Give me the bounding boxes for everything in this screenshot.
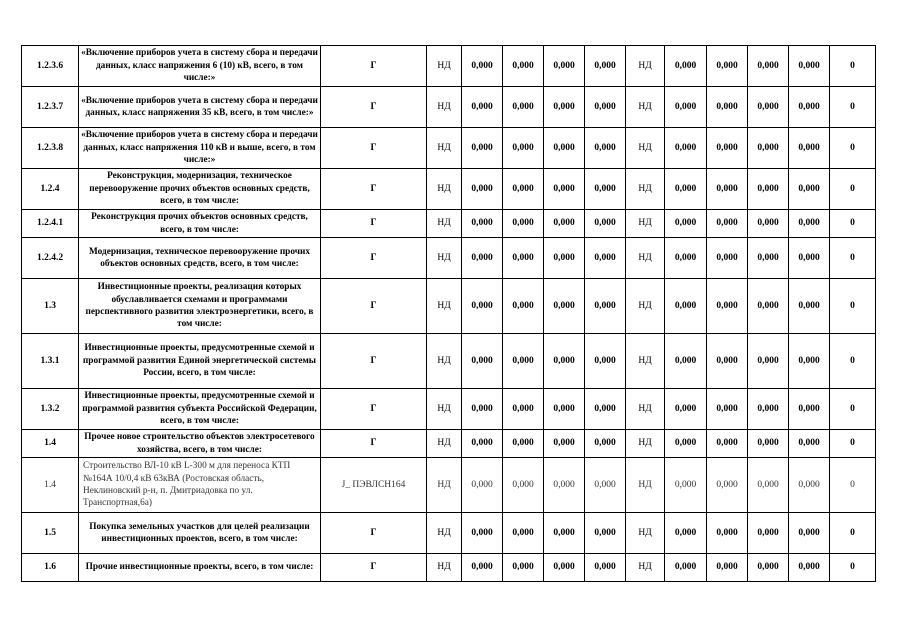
row-value: НД: [626, 334, 665, 389]
row-value: 0: [830, 238, 876, 279]
row-value: НД: [626, 554, 665, 582]
row-value: 0,000: [585, 238, 626, 279]
row-id: Г: [321, 128, 427, 169]
row-value: 0,000: [789, 128, 830, 169]
row-code: 1.2.4.2: [22, 238, 79, 279]
row-value: 0,000: [748, 210, 789, 238]
row-id: Г: [321, 279, 427, 334]
row-value: 0,000: [707, 46, 748, 87]
row-value: 0,000: [585, 513, 626, 554]
row-value: 0,000: [544, 513, 585, 554]
row-code: 1.2.3.7: [22, 87, 79, 128]
row-value: 0,000: [789, 554, 830, 582]
row-value: 0,000: [462, 238, 503, 279]
row-value: НД: [427, 513, 462, 554]
row-id: Г: [321, 513, 427, 554]
row-name: Строительство ВЛ-10 кВ L-300 м для переноса КТП №164А 10/0,4 кВ 63кВА (Ростовская область, Неклиновский р-н, п. Дмитриадовка по ул. Транспортная,6а): [79, 458, 321, 513]
row-value: 0,000: [789, 430, 830, 458]
row-value: 0,000: [707, 279, 748, 334]
row-name: «Включение приборов учета в систему сбора и передачи данных, класс напряжения 35 кВ, всего, в том числе:»: [79, 87, 321, 128]
row-value: НД: [626, 238, 665, 279]
row-value: 0,000: [789, 513, 830, 554]
row-name: Инвестиционные проекты, реализация которых обуславливается схемами и программами перспективного развития электроэнергетики, всего, в том числе:: [79, 279, 321, 334]
row-value: 0,000: [585, 430, 626, 458]
row-value: НД: [427, 279, 462, 334]
row-value: 0,000: [544, 554, 585, 582]
row-value: 0,000: [665, 87, 707, 128]
table-row: [22, 238, 876, 279]
row-value: 0: [830, 210, 876, 238]
row-id: Г: [321, 46, 427, 87]
row-value: 0: [830, 554, 876, 582]
row-value: 0,000: [544, 238, 585, 279]
row-value: 0: [830, 46, 876, 87]
row-value: 0,000: [544, 169, 585, 210]
row-name: «Включение приборов учета в систему сбора и передачи данных, класс напряжения 110 кВ и выше, всего, в том числе:»: [79, 128, 321, 169]
row-value: 0,000: [544, 46, 585, 87]
row-value: НД: [427, 554, 462, 582]
row-value: 0,000: [789, 46, 830, 87]
row-name: Прочее новое строительство объектов электросетевого хозяйства, всего, в том числе:: [79, 430, 321, 458]
table-row: [22, 279, 876, 334]
row-value: НД: [427, 169, 462, 210]
row-id: Г: [321, 238, 427, 279]
row-value: 0,000: [665, 128, 707, 169]
table-row: [22, 210, 876, 238]
row-value: 0,000: [544, 458, 585, 513]
row-value: 0,000: [789, 334, 830, 389]
row-id: Г: [321, 169, 427, 210]
row-value: 0,000: [503, 430, 544, 458]
row-value: 0,000: [789, 279, 830, 334]
row-value: 0: [830, 334, 876, 389]
row-value: 0,000: [748, 279, 789, 334]
row-value: 0,000: [462, 430, 503, 458]
row-value: 0,000: [585, 210, 626, 238]
row-value: 0: [830, 169, 876, 210]
row-value: 0,000: [585, 128, 626, 169]
row-value: 0,000: [462, 210, 503, 238]
row-name: Реконструкция, модернизация, техническое перевооружение прочих объектов основных средств, всего, в том числе:: [79, 169, 321, 210]
row-id: Г: [321, 430, 427, 458]
row-value: НД: [427, 238, 462, 279]
row-value: 0,000: [462, 128, 503, 169]
row-name: Инвестиционные проекты, предусмотренные схемой и программой развития Единой энергетической системы России, всего, в том числе:: [79, 334, 321, 389]
row-value: НД: [626, 210, 665, 238]
row-value: 0,000: [503, 128, 544, 169]
table-row: [22, 430, 876, 458]
row-value: 0,000: [665, 238, 707, 279]
row-value: 0,000: [585, 46, 626, 87]
row-code: 1.3.2: [22, 389, 79, 430]
row-value: НД: [626, 513, 665, 554]
row-value: 0,000: [585, 458, 626, 513]
row-name: «Включение приборов учета в систему сбора и передачи данных, класс напряжения 6 (10) кВ, всего, в том числе:»: [79, 46, 321, 87]
table-row: [22, 334, 876, 389]
row-value: 0,000: [462, 169, 503, 210]
row-value: 0,000: [707, 430, 748, 458]
table-row: [22, 128, 876, 169]
row-value: НД: [626, 87, 665, 128]
row-value: 0,000: [707, 513, 748, 554]
row-value: 0,000: [544, 210, 585, 238]
row-code: 1.2.3.6: [22, 46, 79, 87]
row-value: 0,000: [665, 169, 707, 210]
row-value: НД: [427, 430, 462, 458]
row-value: 0,000: [544, 430, 585, 458]
row-value: 0,000: [544, 389, 585, 430]
row-value: 0,000: [503, 238, 544, 279]
row-value: 0,000: [748, 430, 789, 458]
row-value: 0,000: [665, 334, 707, 389]
row-value: 0,000: [707, 238, 748, 279]
row-code: 1.2.3.8: [22, 128, 79, 169]
row-code: 1.3.1: [22, 334, 79, 389]
row-value: НД: [626, 458, 665, 513]
row-code: 1.5: [22, 513, 79, 554]
row-value: НД: [626, 389, 665, 430]
row-value: 0,000: [748, 87, 789, 128]
row-id: Г: [321, 210, 427, 238]
row-value: 0,000: [462, 458, 503, 513]
row-value: 0,000: [462, 334, 503, 389]
row-value: 0,000: [789, 458, 830, 513]
row-value: 0,000: [503, 210, 544, 238]
row-value: 0,000: [585, 279, 626, 334]
table-row: [22, 87, 876, 128]
row-code: 1.4: [22, 430, 79, 458]
row-value: НД: [427, 87, 462, 128]
row-value: 0,000: [748, 46, 789, 87]
row-value: НД: [626, 128, 665, 169]
row-code: 1.2.4.1: [22, 210, 79, 238]
row-value: 0,000: [665, 430, 707, 458]
row-code: 1.3: [22, 279, 79, 334]
row-value: 0,000: [707, 128, 748, 169]
row-value: 0,000: [503, 554, 544, 582]
row-value: 0,000: [665, 279, 707, 334]
row-id: Г: [321, 389, 427, 430]
row-value: 0,000: [544, 87, 585, 128]
row-value: 0,000: [503, 389, 544, 430]
row-value: 0,000: [707, 389, 748, 430]
row-value: 0,000: [748, 513, 789, 554]
row-value: 0,000: [665, 554, 707, 582]
row-value: 0,000: [503, 334, 544, 389]
row-value: 0,000: [748, 554, 789, 582]
row-name: Реконструкция прочих объектов основных средств, всего, в том числе:: [79, 210, 321, 238]
row-value: 0: [830, 430, 876, 458]
row-value: 0,000: [707, 87, 748, 128]
row-value: 0,000: [748, 458, 789, 513]
row-value: 0,000: [585, 169, 626, 210]
row-value: 0: [830, 513, 876, 554]
row-value: 0,000: [789, 169, 830, 210]
row-value: 0,000: [665, 513, 707, 554]
row-value: НД: [427, 46, 462, 87]
row-value: 0,000: [462, 279, 503, 334]
row-value: 0,000: [665, 389, 707, 430]
row-code: 1.6: [22, 554, 79, 582]
row-value: 0,000: [462, 389, 503, 430]
row-value: 0,000: [503, 279, 544, 334]
row-value: 0: [830, 128, 876, 169]
row-value: 0,000: [585, 87, 626, 128]
row-name: Модернизация, техническое перевооружение прочих объектов основных средств, всего, в том числе:: [79, 238, 321, 279]
row-value: 0,000: [665, 46, 707, 87]
row-code: 1.2.4: [22, 169, 79, 210]
row-value: НД: [626, 430, 665, 458]
row-name: Прочие инвестиционные проекты, всего, в том числе:: [79, 554, 321, 582]
row-value: 0,000: [462, 46, 503, 87]
row-value: 0,000: [544, 128, 585, 169]
row-value: 0: [830, 279, 876, 334]
row-value: 0,000: [544, 334, 585, 389]
row-value: НД: [626, 46, 665, 87]
table-row: [22, 554, 876, 582]
row-value: НД: [626, 279, 665, 334]
row-id: Г: [321, 334, 427, 389]
row-value: 0,000: [462, 554, 503, 582]
row-value: НД: [427, 389, 462, 430]
row-value: 0,000: [503, 169, 544, 210]
row-name: Покупка земельных участков для целей реализации инвестиционных проектов, всего, в том числе:: [79, 513, 321, 554]
row-value: 0,000: [707, 169, 748, 210]
row-value: 0,000: [707, 210, 748, 238]
row-value: 0,000: [789, 210, 830, 238]
row-value: 0,000: [748, 334, 789, 389]
row-value: НД: [427, 334, 462, 389]
row-value: 0,000: [789, 87, 830, 128]
row-value: 0,000: [462, 87, 503, 128]
row-value: 0,000: [585, 389, 626, 430]
row-value: НД: [626, 169, 665, 210]
table-row: [22, 46, 876, 87]
row-value: 0,000: [585, 334, 626, 389]
row-value: 0,000: [665, 458, 707, 513]
row-name: Инвестиционные проекты, предусмотренные схемой и программой развития субъекта Российской Федерации, всего, в том числе:: [79, 389, 321, 430]
row-value: 0,000: [707, 334, 748, 389]
table-row: [22, 458, 876, 513]
investment-table: [21, 45, 876, 582]
row-id: Г: [321, 554, 427, 582]
row-value: 0,000: [748, 238, 789, 279]
row-value: 0: [830, 458, 876, 513]
row-value: 0,000: [748, 169, 789, 210]
row-value: 0,000: [544, 279, 585, 334]
row-value: НД: [427, 128, 462, 169]
row-value: 0,000: [707, 554, 748, 582]
row-value: 0,000: [789, 389, 830, 430]
row-value: 0,000: [707, 458, 748, 513]
row-value: 0,000: [665, 210, 707, 238]
table-row: [22, 169, 876, 210]
row-id: J_ ПЭВЛСН164: [321, 458, 427, 513]
row-value: 0,000: [503, 458, 544, 513]
row-value: 0,000: [748, 128, 789, 169]
row-id: Г: [321, 87, 427, 128]
row-value: 0,000: [789, 238, 830, 279]
row-value: 0,000: [585, 554, 626, 582]
row-value: НД: [427, 210, 462, 238]
row-code: 1.4: [22, 458, 79, 513]
row-value: 0,000: [503, 87, 544, 128]
row-value: 0,000: [462, 513, 503, 554]
row-value: 0,000: [503, 513, 544, 554]
row-value: 0: [830, 87, 876, 128]
row-value: НД: [427, 458, 462, 513]
row-value: 0: [830, 389, 876, 430]
row-value: 0,000: [748, 389, 789, 430]
row-value: 0,000: [503, 46, 544, 87]
table-row: [22, 513, 876, 554]
table-row: [22, 389, 876, 430]
